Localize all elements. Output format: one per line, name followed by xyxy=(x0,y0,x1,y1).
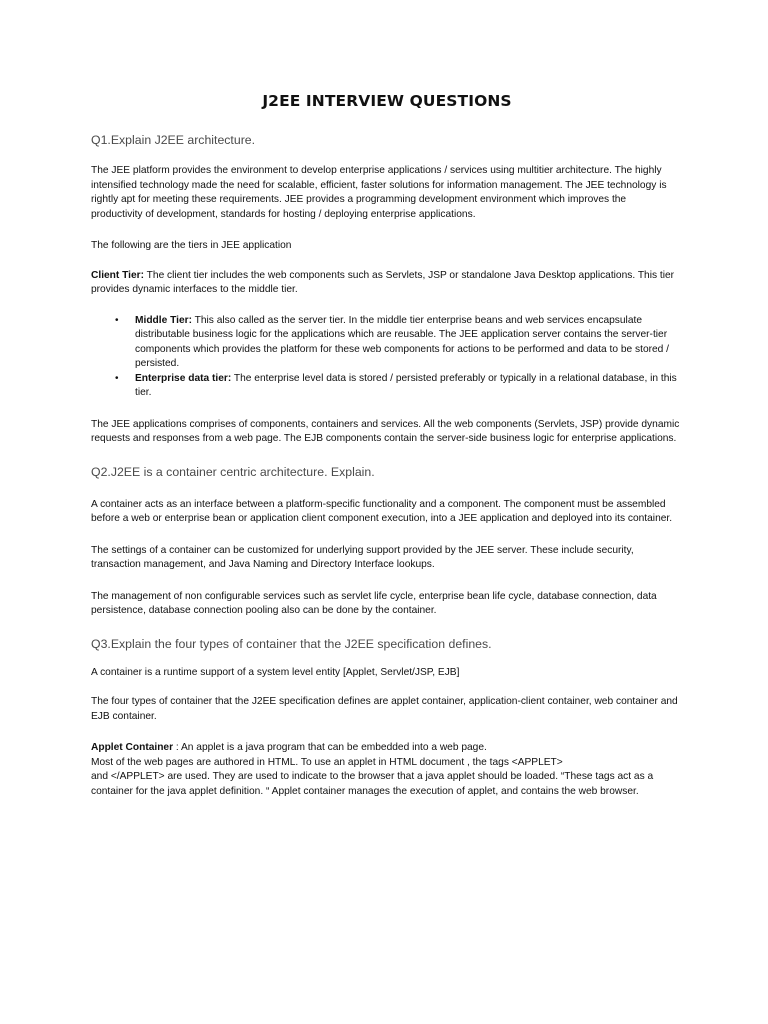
question-3-heading: Q3.Explain the four types of container that the J2EE specification defines. xyxy=(91,636,492,651)
middle-tier-text: This also called as the server tier. In the middle tier enterprise beans and web services encapsulate distributable business logic for the applications which are reusable. The JEE application server contains the server-tier components which provides the platform for these web components for actions to be performed and data to be stored / persisted. xyxy=(135,314,670,369)
q1-paragraph-3: The JEE applications comprises of components, containers and services. All the web components (Servlets, JSP) provide dynamic requests and responses from a web page. The EJB components contain the server-side business logic for enterprise applications. xyxy=(91,418,680,444)
applet-text-line-1: : An applet is a java program that can be embedded into a web page. xyxy=(173,742,487,753)
document-title: J2EE INTERVIEW QUESTIONS xyxy=(262,92,512,110)
enterprise-data-tier-text: The enterprise level data is stored / persisted preferably or typically in a relational database, in this tier. xyxy=(135,372,677,398)
q1-paragraph-1: The JEE platform provides the environment to develop enterprise applications / services using multitier architecture. The highly intensified technology made the need for scalable, efficient, faster solutions for information management. The JEE technology is rightly apt for meeting these requirements. JEE provides a programming development environment which improves the productivity of development, standards for hosting / deploying enterprise applications. xyxy=(91,165,667,220)
q3-paragraph-2: The four types of container that the J2EE specification defines are applet container, application-client container, web container and EJB container. xyxy=(91,696,678,722)
applet-container-label: Applet Container xyxy=(91,742,174,753)
bullet-middle-tier xyxy=(91,314,680,372)
bullet-middle-tier-content xyxy=(135,314,680,372)
applet-container-paragraph xyxy=(91,741,680,799)
q2-paragraph-1: A container acts as an interface between a platform-specific functionality and a component. The component must be assembled before a web or enterprise bean or application client component execution, into a JEE application and deployed into its container. xyxy=(91,498,673,524)
bullet-enterprise-data-tier-content xyxy=(135,372,680,401)
bullet-enterprise-data-tier xyxy=(91,372,680,401)
client-tier-text: The client tier includes the web components such as Servlets, JSP or standalone Java Desktop applications. This tier provides dynamic interfaces to the middle tier. xyxy=(91,269,675,295)
q1-paragraph-2: The following are the tiers in JEE application xyxy=(91,240,292,251)
client-tier-label: Client Tier: xyxy=(91,269,145,281)
middle-tier-label: Middle Tier: xyxy=(135,314,192,326)
question-2-heading: Q2.J2EE is a container centric architecture. Explain. xyxy=(91,464,375,479)
applet-text-line-3: and </APPLET> are used. They are used to indicate to the browser that a java applet should be loaded. “These tags act as a container for the java applet definition. “ Applet container manages the execution of applet, and contains the web browser. xyxy=(91,771,654,797)
client-tier-paragraph xyxy=(91,269,680,298)
bullet-icon: • xyxy=(115,372,119,384)
bullet-icon: • xyxy=(115,314,119,326)
question-1-heading: Q1.Explain J2EE architecture. xyxy=(91,133,256,147)
q2-paragraph-3: The management of non configurable services such as servlet life cycle, enterprise bean life cycle, database connection, data persistence, database connection pooling also can be done by the container. xyxy=(91,590,657,616)
applet-text-line-2: Most of the web pages are authored in HTML. To use an applet in HTML document , the tags <APPLET> xyxy=(91,756,563,768)
q2-paragraph-2: The settings of a container can be customized for underlying support provided by the JEE server. These include security, transaction management, and Java Naming and Directory Interface lookups. xyxy=(91,544,634,570)
q3-paragraph-1: A container is a runtime support of a system level entity [Applet, Servlet/JSP, EJB] xyxy=(91,666,460,678)
enterprise-data-tier-label: Enterprise data tier: xyxy=(135,372,232,384)
tier-bullet-list xyxy=(91,314,680,401)
